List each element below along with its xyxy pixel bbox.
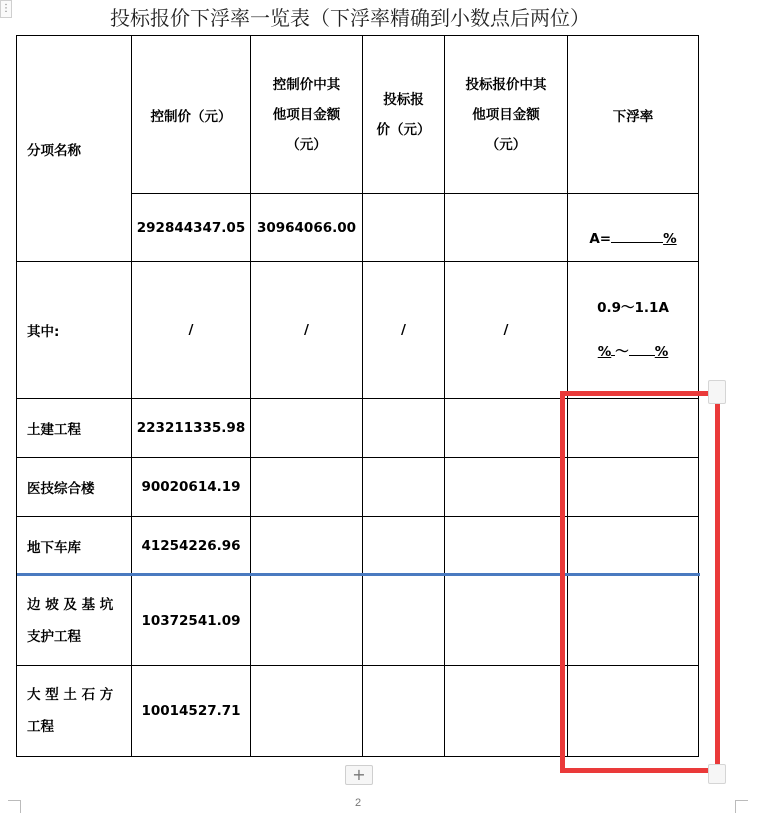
row-name-line1: 边 坡 及 基 坑	[27, 596, 114, 613]
including-control-other[interactable]	[251, 262, 363, 399]
header-control-other-line3: （元）	[286, 136, 327, 153]
including-range-cell[interactable]	[568, 262, 699, 399]
row-bid-other-cell[interactable]	[445, 399, 568, 458]
plus-icon: +	[352, 765, 366, 784]
add-row-button[interactable]	[345, 765, 373, 785]
header-bid-other-line1: 投标报价中其	[465, 76, 547, 93]
row-control-other-cell[interactable]	[251, 399, 363, 458]
margin-handle[interactable]: ⋮	[0, 0, 12, 18]
row-control-price-cell[interactable]	[132, 458, 251, 517]
total-rate-cell[interactable]	[568, 194, 699, 262]
row-name-cell[interactable]	[17, 576, 132, 666]
header-control-price[interactable]	[132, 36, 251, 194]
row-control-price: 41254226.96	[141, 538, 241, 554]
row-bid-other-cell[interactable]	[445, 666, 568, 757]
header-bid-price[interactable]	[363, 36, 445, 194]
range-blanks	[568, 330, 698, 374]
row-name-cell[interactable]	[17, 458, 132, 517]
row-control-other-cell[interactable]	[251, 576, 363, 666]
including-row	[17, 262, 699, 399]
header-float-rate[interactable]	[568, 36, 699, 194]
table-resize-handle[interactable]	[708, 764, 726, 784]
row-name-line2: 工程	[27, 719, 54, 735]
range-right-percent: %	[654, 344, 669, 360]
row-name-line2: 支护工程	[27, 628, 81, 645]
page-corner-mark-left	[8, 800, 21, 813]
row-bid-price-cell[interactable]	[363, 458, 445, 517]
row-name: 医技综合楼	[27, 481, 95, 497]
header-item-name[interactable]	[17, 36, 132, 262]
row-bid-price-cell[interactable]	[363, 517, 445, 576]
row-bid-other-cell[interactable]	[445, 458, 568, 517]
header-row	[17, 36, 699, 194]
page-title: 投标报价下浮率一览表（下浮率精确到小数点后两位）	[110, 6, 590, 30]
total-control-price[interactable]	[132, 194, 251, 262]
row-control-price-cell[interactable]	[132, 576, 251, 666]
including-label: 其中:	[27, 324, 60, 340]
row-name-cell[interactable]	[17, 517, 132, 576]
slash-mark: /	[401, 322, 406, 338]
row-name: 地下车库	[27, 540, 81, 556]
rate-blank[interactable]	[611, 230, 663, 243]
row-control-price: 90020614.19	[141, 479, 241, 495]
page-number: 2	[354, 797, 362, 809]
highlight-box	[560, 391, 720, 773]
row-control-price: 10014527.71	[141, 703, 241, 719]
slash-mark: /	[188, 322, 194, 338]
total-bid-other-cell[interactable]	[445, 194, 568, 262]
row-control-price: 223211335.98	[136, 420, 246, 436]
row-bid-other-cell[interactable]	[445, 517, 568, 576]
range-right-blank[interactable]	[629, 343, 655, 356]
row-bid-price-cell[interactable]	[363, 399, 445, 458]
header-item-name-text: 分项名称	[27, 142, 81, 159]
row-name-cell[interactable]	[17, 399, 132, 458]
row-bid-other-cell[interactable]	[445, 576, 568, 666]
page-corner-mark-right	[735, 800, 748, 813]
row-name-line1: 大 型 土 石 方	[27, 687, 114, 703]
slash-mark: /	[503, 322, 509, 338]
including-label-cell[interactable]	[17, 262, 132, 399]
row-control-price-cell[interactable]	[132, 517, 251, 576]
row-control-price: 10372541.09	[141, 612, 241, 629]
row-bid-price-cell[interactable]	[363, 576, 445, 666]
row-control-price-cell[interactable]	[132, 399, 251, 458]
header-bid-price-line2: 价（元）	[376, 121, 431, 138]
header-control-other-line2: 他项目金额	[272, 106, 341, 123]
row-name: 土建工程	[27, 422, 81, 438]
including-bid-other[interactable]	[445, 262, 568, 399]
header-control-other[interactable]	[251, 36, 363, 194]
row-control-other-cell[interactable]	[251, 517, 363, 576]
range-left-percent: %	[597, 344, 612, 360]
header-bid-price-line1: 投标报	[383, 91, 424, 108]
row-control-other-cell[interactable]	[251, 666, 363, 757]
total-bid-price-cell[interactable]	[363, 194, 445, 262]
total-control-price-value: 292844347.05	[136, 219, 246, 236]
column-resize-handle[interactable]	[708, 380, 726, 404]
total-control-other-value: 30964066.00	[256, 219, 357, 236]
total-control-other[interactable]	[251, 194, 363, 262]
header-bid-other-line2: 他项目金额	[472, 106, 540, 123]
rate-prefix: A=	[589, 231, 612, 247]
row-bid-price-cell[interactable]	[363, 666, 445, 757]
row-control-other-cell[interactable]	[251, 458, 363, 517]
header-float-rate-text: 下浮率	[612, 108, 654, 125]
including-control-price[interactable]	[132, 262, 251, 399]
row-control-price-cell[interactable]	[132, 666, 251, 757]
header-control-price-text: 控制价（元）	[150, 108, 232, 125]
range-text: 0.9～1.1A	[597, 300, 669, 316]
header-control-other-line1: 控制价中其	[272, 76, 341, 93]
rate-suffix: %	[663, 231, 677, 247]
row-name-cell[interactable]	[17, 666, 132, 757]
header-bid-other-line3: （元）	[485, 136, 527, 153]
including-bid-price[interactable]	[363, 262, 445, 399]
header-bid-other[interactable]	[445, 36, 568, 194]
range-separator: ～	[615, 344, 629, 360]
slash-mark: /	[304, 322, 309, 338]
